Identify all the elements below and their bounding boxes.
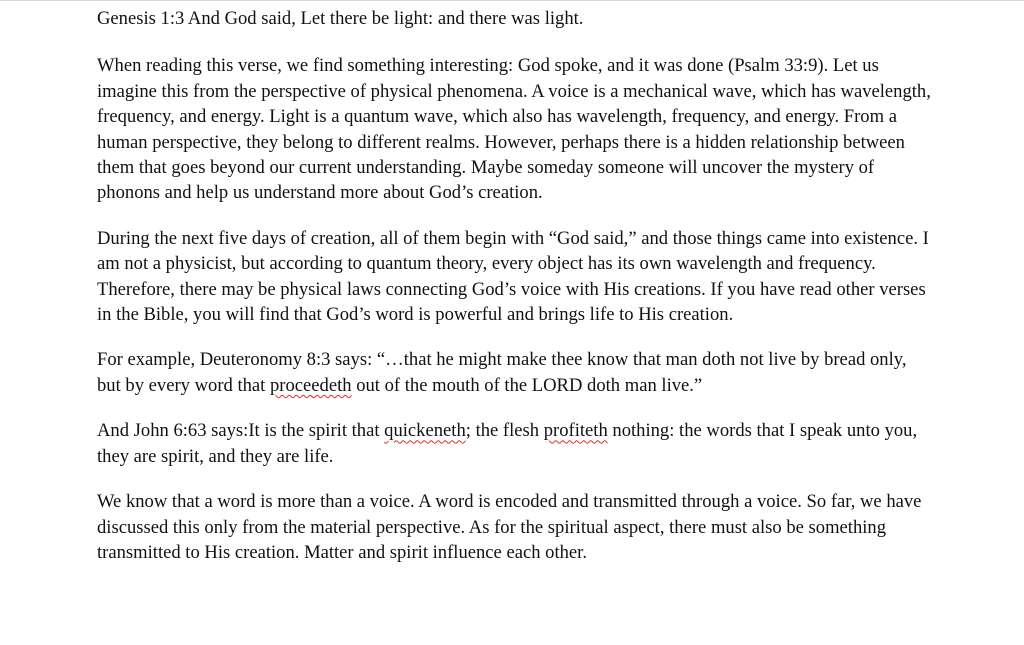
text-run: During the next five days of creation, all of them begin with “God said,” and those things came into existence. I am not a physicist, but according to quantum theory, every object has its own wavelength and frequency. Therefore, there may be physical laws connecting God’s voice with His creations. If you have read other verses in the Bible, you will find that God’s word is powerful and brings life to His creation. — [97, 227, 929, 326]
misspelled-word[interactable]: proceedeth — [269, 374, 352, 396]
paragraph-five-days — [97, 226, 932, 328]
text-run: And John 6:63 says:It is the spirit that — [97, 420, 385, 442]
paragraph-physical-perspective — [97, 53, 932, 205]
text-run: For example, Deuteronomy 8:3 says: “…that he might make thee know that man doth not live by bread only, but by every word that — [97, 349, 907, 396]
paragraph-deuteronomy — [97, 347, 932, 398]
misspelled-word[interactable]: quickeneth — [384, 420, 466, 442]
page-top-border — [0, 0, 1024, 1]
text-run: nothing: the words that I speak unto you, they are spirit, and they are life. — [97, 420, 918, 467]
text-run: ; the flesh — [465, 420, 544, 442]
text-run: Genesis 1:3 And God said, Let there be light: and there was light. — [97, 8, 584, 29]
text-run: out of the mouth of the LORD doth man live.” — [351, 374, 703, 396]
paragraph-word-and-voice — [97, 489, 932, 565]
misspelled-word[interactable]: profiteth — [543, 420, 608, 442]
paragraph-genesis-verse — [97, 6, 932, 31]
document-body[interactable] — [97, 6, 932, 585]
text-run: When reading this verse, we find something interesting: God spoke, and it was done (Psalm 33:9). Let us imagine this from the perspective of physical phenomena. A voice is a mechanical wave, which has wavelength, frequency, and energy. Light is a quantum wave, which also has wavelength, frequency, and energy. From a human perspective, they belong to different realms. However, perhaps there is a hidden relationship between them that goes beyond our current understanding. Maybe someday someone will uncover the mystery of phonons and help us understand more about God’s creation. — [97, 55, 931, 204]
paragraph-john — [97, 418, 932, 469]
text-run: We know that a word is more than a voice. A word is encoded and transmitted through a voice. So far, we have discussed this only from the material perspective. As for the spiritual aspect, there must also be something transmitted to His creation. Matter and spirit influence each other. — [97, 491, 922, 563]
